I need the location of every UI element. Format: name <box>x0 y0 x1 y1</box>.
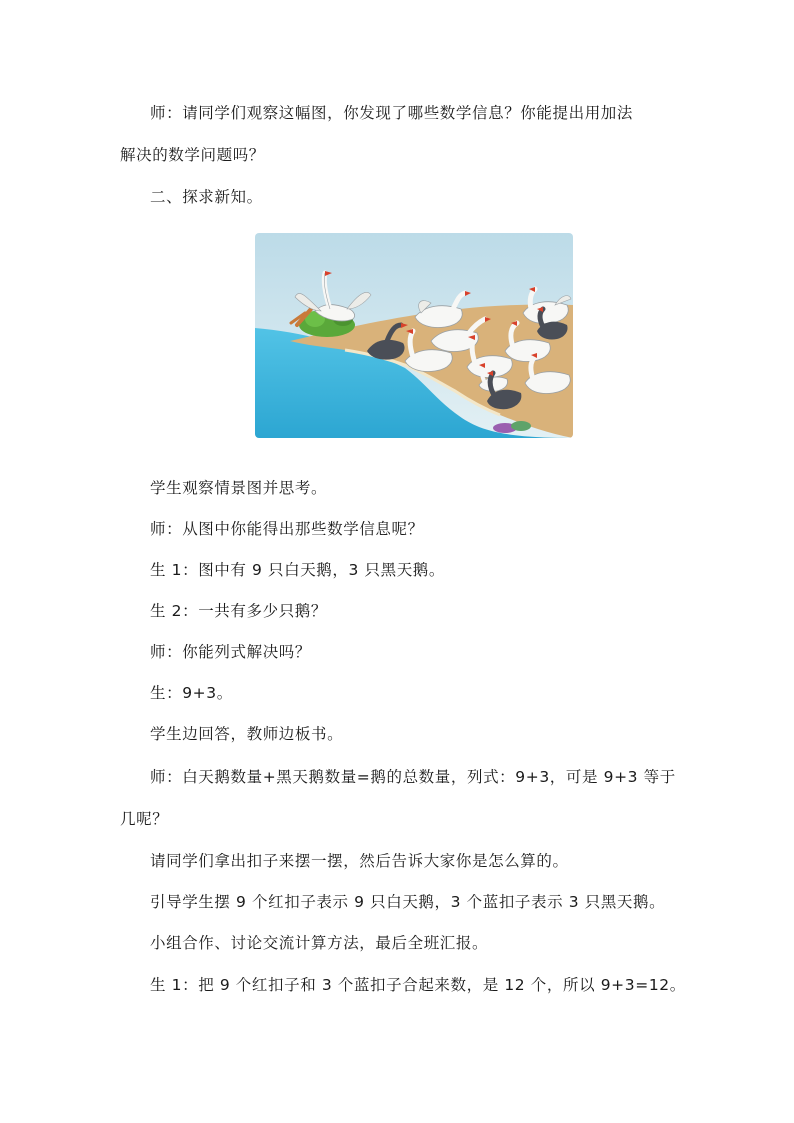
paragraph-formula-line-2: 几呢？ <box>120 810 169 828</box>
green-stone <box>511 421 531 431</box>
paragraph-group-work: 小组合作、讨论交流计算方法，最后全班汇报。 <box>150 934 489 952</box>
paragraph-student-report: 生 1：把 9 个红扣子和 3 个蓝扣子合起来数，是 12 个，所以 9+3=12。 <box>150 976 686 994</box>
paragraph-teacher-question-2: 师：你能列式解决吗？ <box>150 643 312 661</box>
paragraph-1-line-2: 解决的数学问题吗？ <box>120 146 265 164</box>
paragraph-1-line-1: 师：请同学们观察这幅图，你发现了哪些数学信息？你能提出用加法 <box>150 104 634 122</box>
paragraph-student-1: 生 1：图中有 9 只白天鹅，3 只黑天鹅。 <box>150 561 445 579</box>
paragraph-student-answer: 生：9+3。 <box>150 684 233 702</box>
swan-illustration <box>255 233 573 438</box>
section-heading: 二、探求新知。 <box>150 188 263 206</box>
paragraph-board: 学生边回答，教师边板书。 <box>150 725 344 743</box>
paragraph-formula-line-1: 师：白天鹅数量+黑天鹅数量=鹅的总数量，列式：9+3，可是 9+3 等于 <box>150 768 676 786</box>
paragraph-teacher-question-1: 师：从图中你能得出那些数学信息呢？ <box>150 520 424 538</box>
paragraph-buttons: 请同学们拿出扣子来摆一摆，然后告诉大家你是怎么算的。 <box>150 852 569 870</box>
paragraph-observe: 学生观察情景图并思考。 <box>150 479 328 497</box>
paragraph-student-2: 生 2：一共有多少只鹅？ <box>150 602 327 620</box>
paragraph-guide: 引导学生摆 9 个红扣子表示 9 只白天鹅，3 个蓝扣子表示 3 只黑天鹅。 <box>150 893 666 911</box>
